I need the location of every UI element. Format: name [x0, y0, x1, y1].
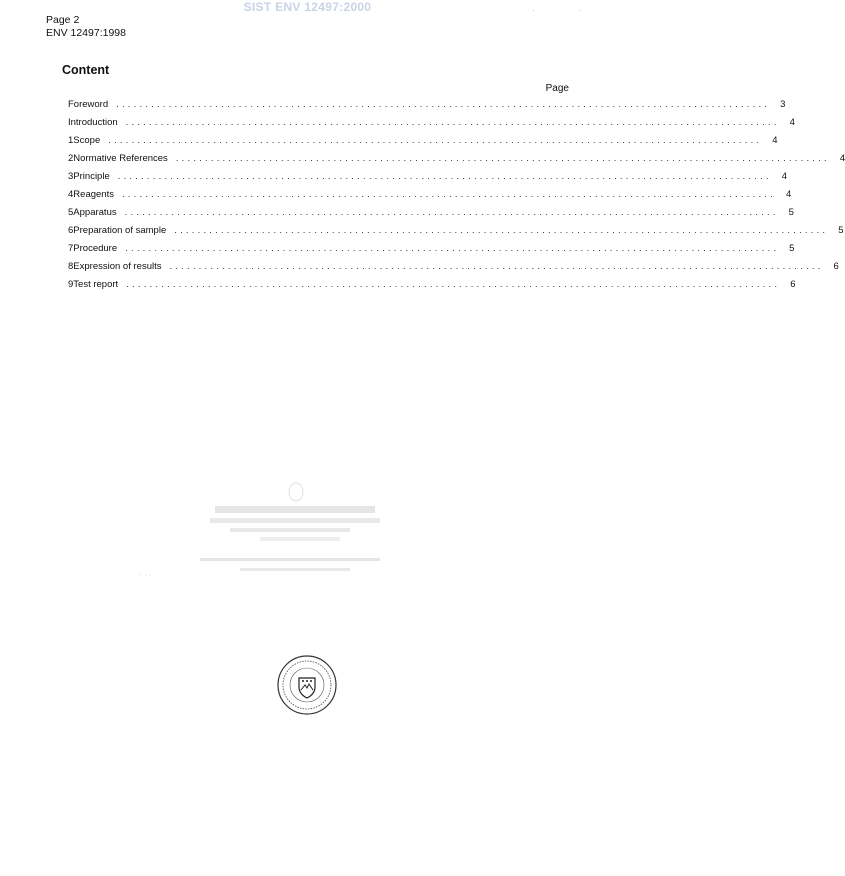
toc-leader: ................................................................................................................	[121, 189, 776, 200]
toc-page: 5	[838, 225, 844, 236]
toc-row[interactable]	[62, 171, 788, 189]
toc-leader: ................................................................................................................	[174, 225, 829, 236]
faint-stamp-icon	[200, 480, 390, 580]
page-column-label: Page	[545, 83, 569, 94]
toc-title: Test report	[73, 279, 119, 290]
toc-leader: ................................................................................................................	[108, 135, 763, 146]
toc-page: 5	[789, 243, 795, 254]
scan-specks: . .	[532, 6, 581, 13]
page-number: Page 2	[46, 14, 80, 26]
toc-page: 5	[788, 207, 794, 218]
toc-number: 6	[68, 225, 74, 236]
toc-row[interactable]	[62, 225, 844, 243]
toc-row[interactable]	[62, 189, 792, 207]
toc-row[interactable]	[62, 279, 796, 297]
toc-row[interactable]	[62, 261, 839, 279]
toc-page: 4	[781, 171, 788, 182]
toc-page: 4	[839, 153, 845, 164]
toc-number: 5	[68, 207, 74, 218]
toc-number: 2	[68, 153, 74, 164]
toc-row[interactable]	[62, 99, 786, 117]
toc-title: Normative References	[73, 153, 168, 164]
toc-leader: ................................................................................................................	[116, 99, 771, 110]
toc-title: Reagents	[73, 189, 114, 200]
toc-page: 4	[789, 117, 795, 128]
toc-title: Preparation of sample	[73, 225, 167, 236]
toc-title: Foreword	[68, 99, 109, 110]
toc-leader: ................................................................................................................	[125, 243, 780, 254]
toc-page: 3	[780, 99, 786, 110]
round-seal-icon	[276, 654, 338, 716]
toc-leader: ................................................................................................................	[125, 117, 780, 128]
toc-page: 6	[833, 261, 839, 272]
standard-id: ENV 12497:1998	[46, 27, 126, 39]
toc-row[interactable]	[62, 243, 795, 261]
toc-number: 7	[68, 243, 74, 254]
toc-row[interactable]	[62, 117, 795, 135]
toc-leader: ................................................................................................................	[169, 261, 824, 272]
faint-mark: · · ·	[138, 572, 151, 579]
content-title: Content	[62, 63, 110, 77]
toc-title: Procedure	[73, 243, 118, 254]
toc-row[interactable]	[62, 153, 845, 171]
toc-number: 8	[68, 261, 74, 272]
table-of-contents	[62, 99, 845, 297]
toc-title: Introduction	[68, 117, 118, 128]
toc-number: 1	[68, 135, 74, 146]
toc-page: 4	[785, 189, 792, 200]
watermark: SIST ENV 12497:2000	[243, 0, 372, 14]
toc-title: Expression of results	[73, 261, 162, 272]
toc-page: 6	[790, 279, 796, 290]
toc-row[interactable]	[62, 207, 794, 225]
toc-leader: ................................................................................................................	[124, 207, 779, 218]
toc-title: Apparatus	[73, 207, 117, 218]
toc-leader: ................................................................................................................	[117, 171, 772, 182]
toc-number: 4	[68, 189, 74, 200]
toc-leader: ................................................................................................................	[126, 279, 781, 290]
page-header	[46, 14, 126, 40]
toc-row[interactable]	[62, 135, 778, 153]
toc-number: 3	[68, 171, 74, 182]
toc-title: Scope	[73, 135, 101, 146]
toc-leader: ................................................................................................................	[175, 153, 830, 164]
toc-number: 9	[68, 279, 74, 290]
toc-page: 4	[772, 135, 778, 146]
toc-title: Principle	[73, 171, 110, 182]
